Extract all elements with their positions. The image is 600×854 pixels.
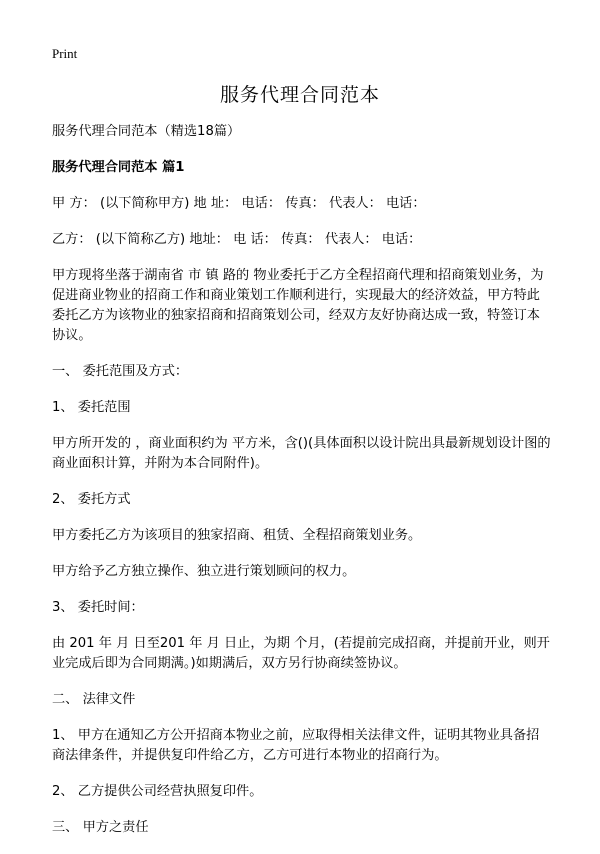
method-paragraph-2: 甲方给予乙方独立操作、独立进行策划顾问的权力。 [52,564,356,579]
sub-heading-method: 2、 委托方式 [52,492,131,507]
legal-paragraph-2: 2、 乙方提供公司经营执照复印件。 [52,784,263,799]
method-paragraph-1: 甲方委托乙方为该项目的独家招商、租赁、全程招商策划业务。 [52,528,422,543]
print-link[interactable]: Print [52,46,78,61]
clause-heading-scope: 一、 委托范围及方式： [52,364,189,379]
section-heading: 服务代理合同范本 篇1 [52,160,185,175]
legal-paragraph-1: 1、 甲方在通知乙方公开招商本物业之前，应取得相关法律文件，证明其物业具备招商法律条件，并提供复印件给乙方，乙方可进行本物业的招商行为。 [52,728,540,763]
clause-heading-legal: 二、 法律文件 [52,692,136,707]
sub-heading-term: 3、 委托时间： [52,600,144,615]
party-b-line: 乙方： (以下简称乙方) 地址： 电 话： 传真： 代表人： 电话： [52,232,422,247]
document-body [52,122,552,854]
clause-heading-party-a-duty: 三、 甲方之责任 [52,820,149,835]
scope-paragraph: 甲方所开发的 ，商业面积约为 平方米，含()(具体面积以设计院出具最新规划设计图的商业面积计算，并附为本合同附件)。 [52,436,551,471]
document-title: 服务代理合同范本 [219,84,380,106]
intro-paragraph: 甲方现将坐落于湖南省 市 镇 路的 物业委托于乙方全程招商代理和招商策划业务，为促进商业物业的招商工作和商业策划工作顺利进行，实现最大的经济效益，甲方特此委托乙方为该物业的独家招商和招商策划公司，经双方友好协商达成一致，特签订本协议。 [52,268,544,343]
document-subtitle: 服务代理合同范本（精选18篇） [52,124,241,139]
term-paragraph: 由 201 年 月 日至201 年 月 日止，为期 个月，(若提前完成招商，并提前开业，则开业完成后即为合同期满。)如期满后，双方另行协商续签协议。 [52,636,550,671]
party-a-line: 甲 方： (以下简称甲方) 地 址： 电话： 传真： 代表人： 电话： [52,196,426,211]
sub-heading-scope: 1、 委托范围 [52,400,131,415]
